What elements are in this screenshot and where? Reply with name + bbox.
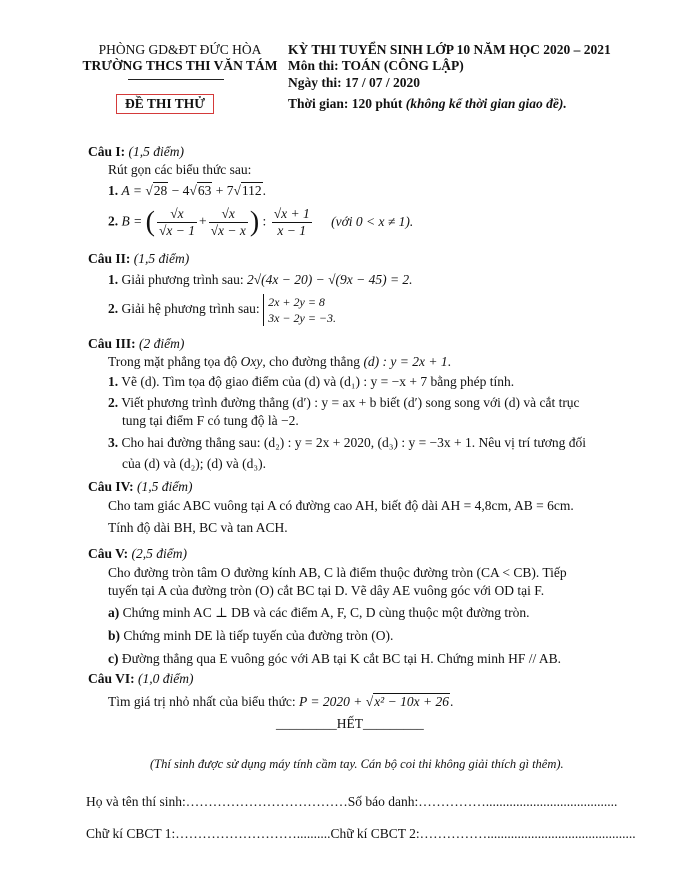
question-1-part-1: 1. A = √28 − 4√63 + 7√112. [108, 183, 267, 198]
question-6-heading: Câu VI: (1,0 điểm) [88, 671, 194, 686]
question-3-intro: Trong mặt phẳng tọa độ Oxy, cho đường thẳng (d) : y = 2x + 1. [108, 354, 452, 369]
exam-duration: Thời gian: 120 phút (không kể thời gian giao đề). [288, 96, 567, 111]
question-2-part-2: 2. Giải hệ phương trình sau: 2x + 2y = 8 3x − 2y = −3. [108, 295, 337, 325]
question-3-heading: Câu III: (2 điểm) [88, 336, 185, 351]
department-name: PHÒNG GD&ĐT ĐỨC HÒA [98, 42, 262, 57]
question-1-part-2: 2. B = ( $\frac{√x}{√x - 1}$ + $\frac{√x}{√x - x}$ ) : $\frac{√x + 1}{x - 1}$ (với 0 < x ≠ 1). [108, 206, 414, 238]
question-3-part-1: 1. Vẽ (d). Tìm tọa độ giao điểm của (d) và (d₁) : y = −x + 7 bằng phép tính. [108, 374, 515, 389]
question-5-heading: Câu V: (2,5 điểm) [88, 546, 188, 561]
exam-note: (Thí sinh được sử dụng máy tính cầm tay. Cán bộ coi thi không giải thích gì thêm). [150, 757, 564, 771]
question-1-intro: Rút gọn các biểu thức sau: [108, 162, 252, 177]
question-2-heading: Câu II: (1,5 điểm) [88, 251, 190, 266]
candidate-info-line: Họ và tên thí sinh:………………………………Số báo danh:……………....................................... [86, 794, 618, 809]
question-3-part-2-cont: tung tại điểm F có tung độ là −2. [122, 413, 299, 428]
question-3-part-3: 3. Cho hai đường thẳng sau: (d₂) : y = 2x + 2020, (d₃) : y = −3x + 1. Nêu vị trí tương đối [108, 435, 586, 450]
question-5-part-c: c) Đường thẳng qua E vuông góc với AB tại K cắt BC tại H. Chứng minh HF // AB. [108, 651, 562, 666]
question-5-part-b: b) Chứng minh DE là tiếp tuyến của đường tròn (O). [108, 628, 394, 643]
school-underline [128, 79, 224, 80]
proctor-signature-line: Chữ kí CBCT 1:………………………..........Chữ kí CBCT 2:……………............................................ [86, 826, 636, 841]
question-2-part-1: 1. Giải phương trình sau: 2√(4x − 20) − √(9x − 45) = 2. [108, 272, 413, 287]
question-4-line-1: Cho tam giác ABC vuông tại A có đường cao AH, biết độ dài AH = 4,8cm, AB = 6cm. [108, 498, 574, 513]
school-name: TRƯỜNG THCS THI VĂN TÁM [82, 58, 278, 73]
question-6-line: Tìm giá trị nhỏ nhất của biểu thức: P = 2020 + √x² − 10x + 26. [108, 694, 454, 709]
exam-title: KỲ THI TUYỂN SINH LỚP 10 NĂM HỌC 2020 – 2021 [288, 42, 611, 57]
question-3-part-3-cont: của (d) và (d₂); (d) và (d₃). [122, 456, 266, 471]
exam-badge: ĐỀ THI THỬ [116, 94, 214, 114]
exam-date: Ngày thi: 17 / 07 / 2020 [288, 75, 421, 90]
question-1-heading: Câu I: (1,5 điểm) [88, 144, 184, 159]
exam-subject: Môn thi: TOÁN (CÔNG LẬP) [288, 58, 464, 73]
question-3-part-2: 2. Viết phương trình đường thẳng (d′) : y = ax + b biết (d′) song song với (d) và cắt trục [108, 395, 580, 410]
question-5-part-a: a) Chứng minh AC ⊥ DB và các điểm A, F, C, D cùng thuộc một đường tròn. [108, 605, 530, 620]
question-4-line-2: Tính độ dài BH, BC và tan ACH. [108, 520, 288, 535]
question-4-heading: Câu IV: (1,5 điểm) [88, 479, 193, 494]
end-marker: _________HẾT_________ [276, 716, 424, 731]
question-5-line-1: Cho đường tròn tâm O đường kính AB, C là điểm thuộc đường tròn (CA < CB). Tiếp [108, 565, 567, 580]
question-5-line-2: tuyến tại A của đường tròn (O) cắt BC tại D. Vẽ dây AE vuông góc với OD tại F. [108, 583, 545, 598]
